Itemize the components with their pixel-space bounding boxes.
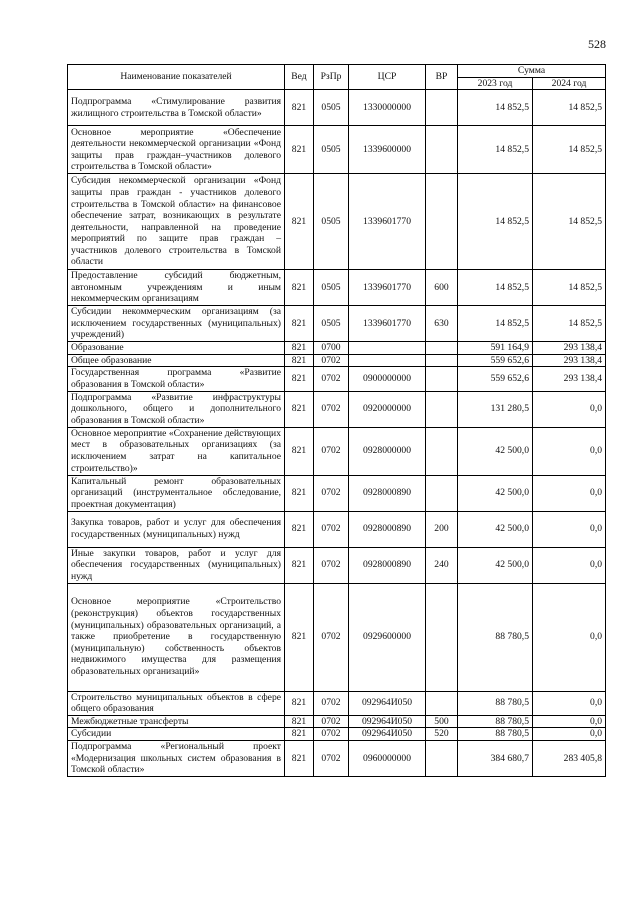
row-name: Образование xyxy=(68,342,285,355)
row-ved: 821 xyxy=(285,367,314,391)
row-csr xyxy=(349,354,426,367)
row-name: Закупка товаров, работ и услуг для обеспечения государственных (муниципальных) нужд xyxy=(68,511,285,547)
row-sum-2024: 14 852,5 xyxy=(533,174,606,270)
row-name: Строительство муниципальных объектов в сфере общего образования xyxy=(68,691,285,715)
row-rzpr: 0702 xyxy=(314,583,349,691)
row-rzpr: 0505 xyxy=(314,174,349,270)
row-sum-2024: 14 852,5 xyxy=(533,270,606,306)
row-csr: 092964И050 xyxy=(349,691,426,715)
row-vr: 200 xyxy=(426,511,458,547)
row-csr: 0920000000 xyxy=(349,391,426,427)
row-csr xyxy=(349,342,426,355)
row-sum-2024: 0,0 xyxy=(533,583,606,691)
header-year-2024: 2024 год xyxy=(533,77,606,90)
row-rzpr: 0702 xyxy=(314,427,349,475)
row-csr: 1339600000 xyxy=(349,126,426,174)
row-rzpr: 0702 xyxy=(314,511,349,547)
row-rzpr: 0702 xyxy=(314,367,349,391)
row-sum-2024: 14 852,5 xyxy=(533,90,606,126)
row-sum-2024: 283 405,8 xyxy=(533,740,606,776)
row-sum-2023: 14 852,5 xyxy=(458,174,533,270)
row-rzpr: 0505 xyxy=(314,306,349,342)
row-vr: 240 xyxy=(426,547,458,583)
header-sum: Сумма xyxy=(458,65,606,78)
row-sum-2023: 131 280,5 xyxy=(458,391,533,427)
row-vr xyxy=(426,391,458,427)
row-vr xyxy=(426,367,458,391)
row-sum-2023: 14 852,5 xyxy=(458,306,533,342)
row-name: Предоставление субсидий бюджетным, автономным учреждениям и иным некоммерческим организациям xyxy=(68,270,285,306)
row-ved: 821 xyxy=(285,427,314,475)
row-sum-2023: 14 852,5 xyxy=(458,126,533,174)
table-row xyxy=(68,367,606,391)
row-name: Основное мероприятие «Обеспечение деятельности некоммерческой организации «Фонд защиты прав граждан–участников долевого строительства в Томской области» xyxy=(68,126,285,174)
table-row xyxy=(68,547,606,583)
row-name: Общее образование xyxy=(68,354,285,367)
row-sum-2023: 88 780,5 xyxy=(458,583,533,691)
row-vr xyxy=(426,90,458,126)
header-vr: ВР xyxy=(426,65,458,90)
row-csr: 0960000000 xyxy=(349,740,426,776)
row-sum-2024: 14 852,5 xyxy=(533,126,606,174)
row-rzpr: 0700 xyxy=(314,342,349,355)
budget-table xyxy=(67,64,606,777)
row-csr: 092964И050 xyxy=(349,715,426,728)
row-sum-2023: 42 500,0 xyxy=(458,427,533,475)
row-name: Подпрограмма «Региональный проект «Модернизация школьных систем образования в Томской области» xyxy=(68,740,285,776)
row-vr xyxy=(426,126,458,174)
row-name: Субсидии xyxy=(68,728,285,741)
table-row xyxy=(68,174,606,270)
row-sum-2024: 293 138,4 xyxy=(533,367,606,391)
row-vr xyxy=(426,740,458,776)
row-sum-2023: 42 500,0 xyxy=(458,475,533,511)
row-csr: 0928000890 xyxy=(349,475,426,511)
row-name: Субсидии некоммерческим организациям (за исключением государственных (муниципальных) учреждений) xyxy=(68,306,285,342)
table-row xyxy=(68,306,606,342)
row-name: Капитальный ремонт образовательных организаций (инструментальное обследование, проектная документация) xyxy=(68,475,285,511)
row-rzpr: 0505 xyxy=(314,270,349,306)
row-sum-2024: 14 852,5 xyxy=(533,306,606,342)
row-vr xyxy=(426,174,458,270)
row-csr: 0928000890 xyxy=(349,511,426,547)
row-ved: 821 xyxy=(285,475,314,511)
row-sum-2023: 559 652,6 xyxy=(458,354,533,367)
row-vr xyxy=(426,427,458,475)
row-ved: 821 xyxy=(285,740,314,776)
table-row xyxy=(68,270,606,306)
row-name: Основное мероприятие «Сохранение действующих мест в образовательных организациях (за исключением затрат на капитальное строительство)» xyxy=(68,427,285,475)
table-row xyxy=(68,511,606,547)
row-ved: 821 xyxy=(285,354,314,367)
row-sum-2024: 0,0 xyxy=(533,691,606,715)
header-csr: ЦСР xyxy=(349,65,426,90)
table-row xyxy=(68,691,606,715)
header-year-2023: 2023 год xyxy=(458,77,533,90)
row-rzpr: 0702 xyxy=(314,740,349,776)
row-name: Основное мероприятие «Строительство (реконструкция) объектов государственных (муниципальных) образовательных организаций, а также приобретение в государственную (муниципальную) собственность объектов недвижимого имущества для размещения образовательных организаций» xyxy=(68,583,285,691)
row-rzpr: 0702 xyxy=(314,354,349,367)
table-row xyxy=(68,126,606,174)
row-vr xyxy=(426,342,458,355)
row-sum-2023: 384 680,7 xyxy=(458,740,533,776)
row-name: Межбюджетные трансферты xyxy=(68,715,285,728)
row-ved: 821 xyxy=(285,342,314,355)
row-ved: 821 xyxy=(285,511,314,547)
row-vr xyxy=(426,354,458,367)
table-row xyxy=(68,354,606,367)
row-sum-2024: 0,0 xyxy=(533,391,606,427)
row-ved: 821 xyxy=(285,715,314,728)
row-sum-2023: 14 852,5 xyxy=(458,270,533,306)
table-row xyxy=(68,715,606,728)
row-sum-2024: 0,0 xyxy=(533,547,606,583)
row-rzpr: 0505 xyxy=(314,90,349,126)
row-ved: 821 xyxy=(285,728,314,741)
row-csr: 1330000000 xyxy=(349,90,426,126)
row-sum-2023: 88 780,5 xyxy=(458,691,533,715)
row-name: Государственная программа «Развитие образования в Томской области» xyxy=(68,367,285,391)
row-rzpr: 0702 xyxy=(314,475,349,511)
row-ved: 821 xyxy=(285,174,314,270)
row-rzpr: 0702 xyxy=(314,547,349,583)
table-row xyxy=(68,475,606,511)
row-sum-2023: 88 780,5 xyxy=(458,728,533,741)
row-csr: 092964И050 xyxy=(349,728,426,741)
row-ved: 821 xyxy=(285,126,314,174)
row-sum-2024: 0,0 xyxy=(533,427,606,475)
header-name: Наименование показателей xyxy=(68,65,285,90)
row-vr xyxy=(426,475,458,511)
row-name: Подпрограмма «Стимулирование развития жилищного строительства в Томской области» xyxy=(68,90,285,126)
row-vr: 600 xyxy=(426,270,458,306)
table-row xyxy=(68,728,606,741)
row-ved: 821 xyxy=(285,90,314,126)
row-csr: 0900000000 xyxy=(349,367,426,391)
row-csr: 0929600000 xyxy=(349,583,426,691)
row-sum-2024: 0,0 xyxy=(533,511,606,547)
row-sum-2024: 0,0 xyxy=(533,728,606,741)
row-sum-2023: 14 852,5 xyxy=(458,90,533,126)
row-csr: 1339601770 xyxy=(349,306,426,342)
row-csr: 1339601770 xyxy=(349,174,426,270)
row-sum-2024: 293 138,4 xyxy=(533,342,606,355)
row-ved: 821 xyxy=(285,391,314,427)
row-vr xyxy=(426,583,458,691)
page-number: 528 xyxy=(588,37,606,51)
row-sum-2023: 88 780,5 xyxy=(458,715,533,728)
row-vr: 500 xyxy=(426,715,458,728)
row-ved: 821 xyxy=(285,306,314,342)
row-vr: 630 xyxy=(426,306,458,342)
row-csr: 0928000000 xyxy=(349,427,426,475)
row-rzpr: 0702 xyxy=(314,728,349,741)
table-row xyxy=(68,90,606,126)
row-ved: 821 xyxy=(285,583,314,691)
row-vr: 520 xyxy=(426,728,458,741)
table-row xyxy=(68,740,606,776)
table-row xyxy=(68,391,606,427)
row-sum-2024: 0,0 xyxy=(533,475,606,511)
row-sum-2023: 42 500,0 xyxy=(458,547,533,583)
row-ved: 821 xyxy=(285,691,314,715)
table-row xyxy=(68,583,606,691)
row-sum-2023: 591 164,9 xyxy=(458,342,533,355)
row-csr: 0928000890 xyxy=(349,547,426,583)
row-vr xyxy=(426,691,458,715)
row-name: Подпрограмма «Развитие инфраструктуры дошкольного, общего и дополнительного образования в Томской области» xyxy=(68,391,285,427)
row-sum-2024: 293 138,4 xyxy=(533,354,606,367)
row-rzpr: 0702 xyxy=(314,691,349,715)
header-ved: Вед xyxy=(285,65,314,90)
table-row xyxy=(68,427,606,475)
row-name: Иные закупки товаров, работ и услуг для обеспечения государственных (муниципальных) нужд xyxy=(68,547,285,583)
row-name: Субсидия некоммерческой организации «Фонд защиты прав граждан - участников долевого строительства в Томской области» на финансовое обеспечение затрат, возникающих в результате деятельности, направленной на проведение мероприятий по защите прав граждан – участников долевого строительства в Томской области xyxy=(68,174,285,270)
row-ved: 821 xyxy=(285,270,314,306)
row-ved: 821 xyxy=(285,547,314,583)
table-row xyxy=(68,342,606,355)
row-sum-2023: 42 500,0 xyxy=(458,511,533,547)
row-rzpr: 0702 xyxy=(314,715,349,728)
row-rzpr: 0505 xyxy=(314,126,349,174)
row-sum-2023: 559 652,6 xyxy=(458,367,533,391)
row-rzpr: 0702 xyxy=(314,391,349,427)
header-rzpr: РзПр xyxy=(314,65,349,90)
row-csr: 1339601770 xyxy=(349,270,426,306)
row-sum-2024: 0,0 xyxy=(533,715,606,728)
